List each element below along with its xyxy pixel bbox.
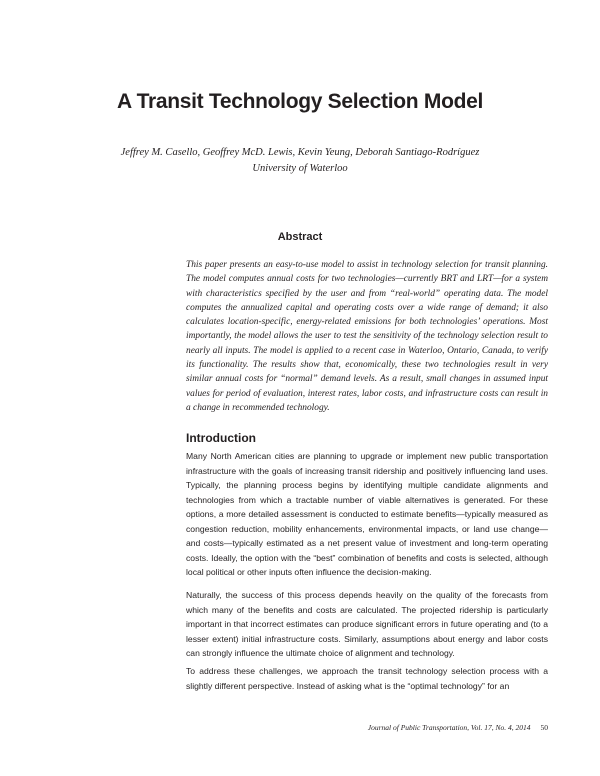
abstract-text: This paper presents an easy-to-use model to assist in technology selection for transit planning. The model computes annual costs for two technologies—currently BRT and LRT—for a system with characteristics specified by the user and from “real-world” operating data. The model computes the annualized capital and operating costs over a wide range of demand; it also calculates location-specific, energy-related emissions for both technologies’ operations. Most importantly, the model allows the user to test the sensitivity of the technology selection result to nearly all inputs. The model is applied to a recent case in Waterloo, Ontario, Canada, to verify its functionality. The results show that, economically, these two technologies result in very similar annual costs for “normal” demand levels. As a result, small changes in assumed input values for period of evaluation, interest rates, labor costs, and infrastructure costs can result in a change in recommended technology. [186,260,548,413]
affiliation: University of Waterloo [252,163,348,174]
journal-citation: Journal of Public Transportation, Vol. 17, No. 4, 2014 [367,723,531,732]
body-paragraph: Many North American cities are planning to upgrade or implement new public transportation infrastructure with the goals of increasing transit ridership and positively influencing land uses. Typically, the planning process begins by identifying multiple candidate alignments and technologies from which a tractable number of viable alternatives is generated. For these options, a more detailed assessment is conducted to estimate benefits—typically measured as congestion reduction, mobility enhancements, environmental impacts, or land use change—and costs—typically estimated as a net present value of investment and long-term operating costs. Ideally, the option with the “best” combination of benefits and costs is selected, although local political or other inputs often influence the decision-making. [186,451,548,577]
paper-title: A Transit Technology Selection Model [116,90,484,113]
body-paragraph: Naturally, the success of this process depends heavily on the quality of the forecasts from which many of the benefits and costs are calculated. The projected ridership is particularly important in that incorrect estimates can produce significant errors in future operating and (to a lesser extent) initial infrastructure costs. Similarly, assumptions about energy and labor costs can strongly influence the ultimate choice of alignment and technology. [186,590,548,658]
abstract-heading: Abstract [277,231,323,243]
introduction-heading: Introduction [186,431,256,445]
author-list: Jeffrey M. Casello, Geoffrey McD. Lewis, Kevin Yeung, Deborah Santiago-Rodríguez [120,147,480,158]
page-number: 50 [540,723,548,732]
body-paragraph: To address these challenges, we approach the transit technology selection process with a slightly different perspective. Instead of asking what is the “optimal technology” for an [186,666,548,691]
page-footer [300,723,548,732]
author-block [100,145,500,177]
